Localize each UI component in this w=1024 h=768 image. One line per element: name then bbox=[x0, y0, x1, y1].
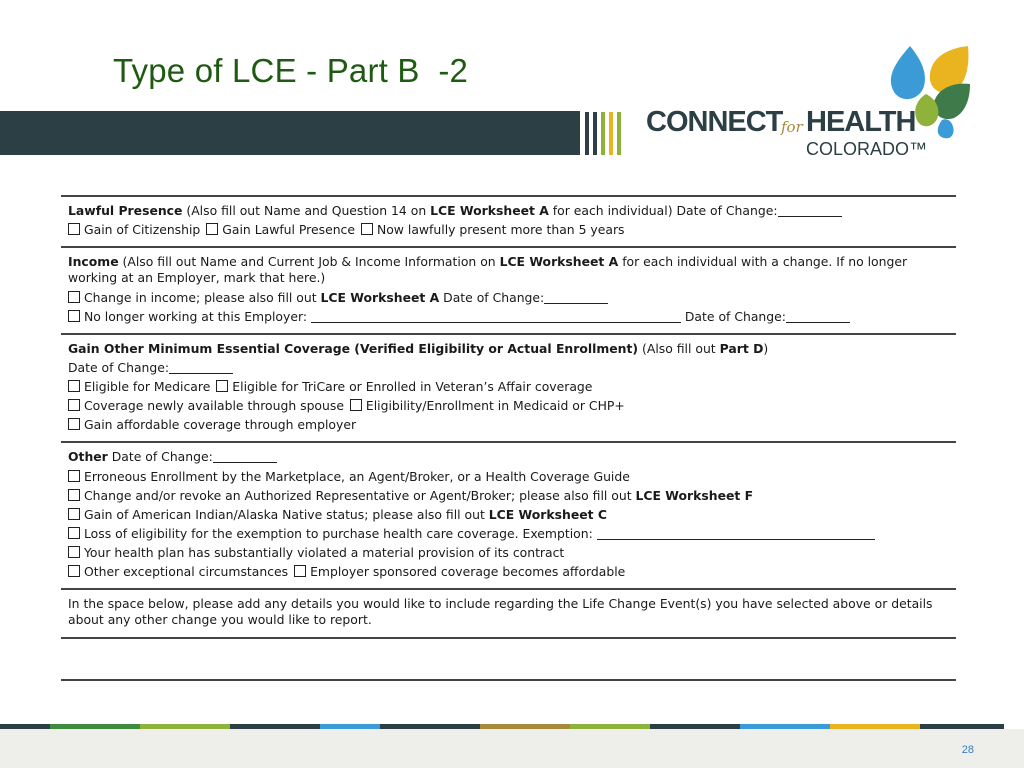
gain-mec-note-end: ) bbox=[763, 340, 769, 356]
slide-title: Type of LCE - Part B -2 bbox=[113, 52, 469, 89]
no-longer-working-label: No longer working at this Employer: bbox=[84, 308, 311, 324]
plan-violation-label: Your health plan has substantially violated a material provision of its contract bbox=[84, 545, 565, 560]
medicaid-chp-label: Eligibility/Enrollment in Medicaid or CHP+ bbox=[365, 398, 625, 414]
change-in-income-worksheet: LCE Worksheet A bbox=[320, 289, 440, 305]
lawful-presence-section bbox=[61, 195, 956, 246]
form-bottom-rule bbox=[61, 679, 956, 681]
employer-coverage-affordable-checkbox[interactable] bbox=[294, 565, 306, 577]
logo-health-text: HEALTH bbox=[806, 106, 916, 138]
other-heading: Other bbox=[68, 449, 108, 465]
gain-mec-date-field[interactable] bbox=[169, 362, 233, 374]
change-in-income-date-field[interactable] bbox=[544, 292, 608, 304]
lawfully-present-5-years-label: Now lawfully present more than 5 years bbox=[376, 222, 625, 238]
lce-part-b-form bbox=[61, 195, 956, 681]
change-representative-label: Change and/or revoke an Authorized Representative or Agent/Broker; please also fill out bbox=[84, 487, 636, 503]
erroneous-enrollment-checkbox[interactable] bbox=[68, 470, 80, 482]
lawfully-present-5-years-checkbox[interactable] bbox=[361, 223, 373, 235]
income-heading: Income bbox=[68, 254, 119, 270]
page-number: 28 bbox=[961, 744, 974, 756]
gain-lawful-presence-checkbox[interactable] bbox=[206, 223, 218, 235]
income-worksheet-a: LCE Worksheet A bbox=[499, 254, 619, 270]
logo-connect-text: CONNECT bbox=[646, 106, 783, 138]
change-representative-worksheet: LCE Worksheet F bbox=[635, 487, 754, 503]
details-instructions: In the space below, please add any details you would like to include regarding the Life Change Event(s) you have selected above or details about any other change you would like to report. bbox=[68, 596, 933, 628]
lawful-note: (Also fill out Name and Question 14 on bbox=[182, 203, 431, 218]
change-in-income-date-label: Date of Change: bbox=[439, 289, 545, 305]
details-section bbox=[61, 588, 956, 636]
change-in-income-label: Change in income; please also fill out bbox=[84, 289, 321, 305]
leaves-icon bbox=[880, 38, 972, 140]
no-longer-working-date-field[interactable] bbox=[786, 311, 850, 323]
eligible-medicare-label: Eligible for Medicare bbox=[84, 379, 211, 394]
gain-mec-heading: Gain Other Minimum Essential Coverage (Verified Eligibility or Actual Enrollment) bbox=[68, 340, 639, 356]
loss-of-exemption-label: Loss of eligibility for the exemption to purchase health care coverage. Exemption: bbox=[84, 525, 597, 541]
medicaid-chp-checkbox[interactable] bbox=[350, 399, 362, 411]
exceptional-circumstances-checkbox[interactable] bbox=[68, 565, 80, 577]
gain-mec-date-label: Date of Change: bbox=[68, 359, 170, 375]
lawful-worksheet-a: LCE Worksheet A bbox=[430, 203, 549, 218]
eligible-medicare-checkbox[interactable] bbox=[68, 380, 80, 392]
american-indian-checkbox[interactable] bbox=[68, 508, 80, 520]
lawful-date-label: for each individual) Date of Change: bbox=[548, 203, 778, 218]
affordable-employer-checkbox[interactable] bbox=[68, 418, 80, 430]
affordable-employer-label: Gain affordable coverage through employer bbox=[84, 417, 357, 433]
change-in-income-checkbox[interactable] bbox=[68, 291, 80, 303]
gain-lawful-presence-label: Gain Lawful Presence bbox=[222, 222, 355, 238]
other-date-label: Date of Change: bbox=[107, 449, 213, 465]
plan-violation-checkbox[interactable] bbox=[68, 546, 80, 558]
eligible-tricare-checkbox[interactable] bbox=[216, 380, 228, 392]
gain-citizenship-checkbox[interactable] bbox=[68, 223, 80, 235]
exceptional-circumstances-label: Other exceptional circumstances bbox=[84, 564, 289, 580]
details-entry-line[interactable] bbox=[61, 637, 956, 679]
employer-name-field[interactable] bbox=[311, 311, 681, 323]
lawful-date-field[interactable] bbox=[778, 205, 842, 217]
income-section bbox=[61, 246, 956, 333]
income-note: (Also fill out Name and Current Job & Income Information on bbox=[118, 254, 500, 270]
logo-colorado-text: COLORADO™ bbox=[806, 139, 928, 159]
gain-mec-part-d: Part D bbox=[719, 340, 764, 356]
american-indian-label: Gain of American Indian/Alaska Native status; please also fill out bbox=[84, 506, 489, 522]
eligible-tricare-label: Eligible for TriCare or Enrolled in Veteran’s Affair coverage bbox=[232, 379, 593, 394]
income-note-tail: for each individual with a change. If no longer working at an Employer, mark that here.) bbox=[68, 254, 908, 286]
exemption-field[interactable] bbox=[597, 528, 875, 540]
gain-mec-section bbox=[61, 333, 956, 442]
header-band bbox=[0, 111, 580, 155]
erroneous-enrollment-label: Erroneous Enrollment by the Marketplace, an Agent/Broker, or a Health Coverage Guide bbox=[84, 468, 630, 484]
lawful-presence-heading: Lawful Presence bbox=[68, 203, 183, 218]
logo-for-text: for bbox=[781, 118, 803, 136]
gain-mec-note: (Also fill out bbox=[638, 340, 720, 356]
change-representative-checkbox[interactable] bbox=[68, 489, 80, 501]
loss-of-exemption-checkbox[interactable] bbox=[68, 527, 80, 539]
coverage-spouse-label: Coverage newly available through spouse bbox=[84, 398, 344, 414]
other-date-field[interactable] bbox=[213, 451, 277, 463]
other-section bbox=[61, 441, 956, 588]
coverage-spouse-checkbox[interactable] bbox=[68, 399, 80, 411]
american-indian-worksheet: LCE Worksheet C bbox=[488, 506, 607, 522]
gain-citizenship-label: Gain of Citizenship bbox=[84, 222, 201, 238]
no-longer-working-checkbox[interactable] bbox=[68, 310, 80, 322]
employer-coverage-affordable-label: Employer sponsored coverage becomes affordable bbox=[310, 564, 626, 580]
no-longer-working-date-label: Date of Change: bbox=[680, 308, 786, 324]
footer-bar bbox=[0, 729, 1024, 768]
